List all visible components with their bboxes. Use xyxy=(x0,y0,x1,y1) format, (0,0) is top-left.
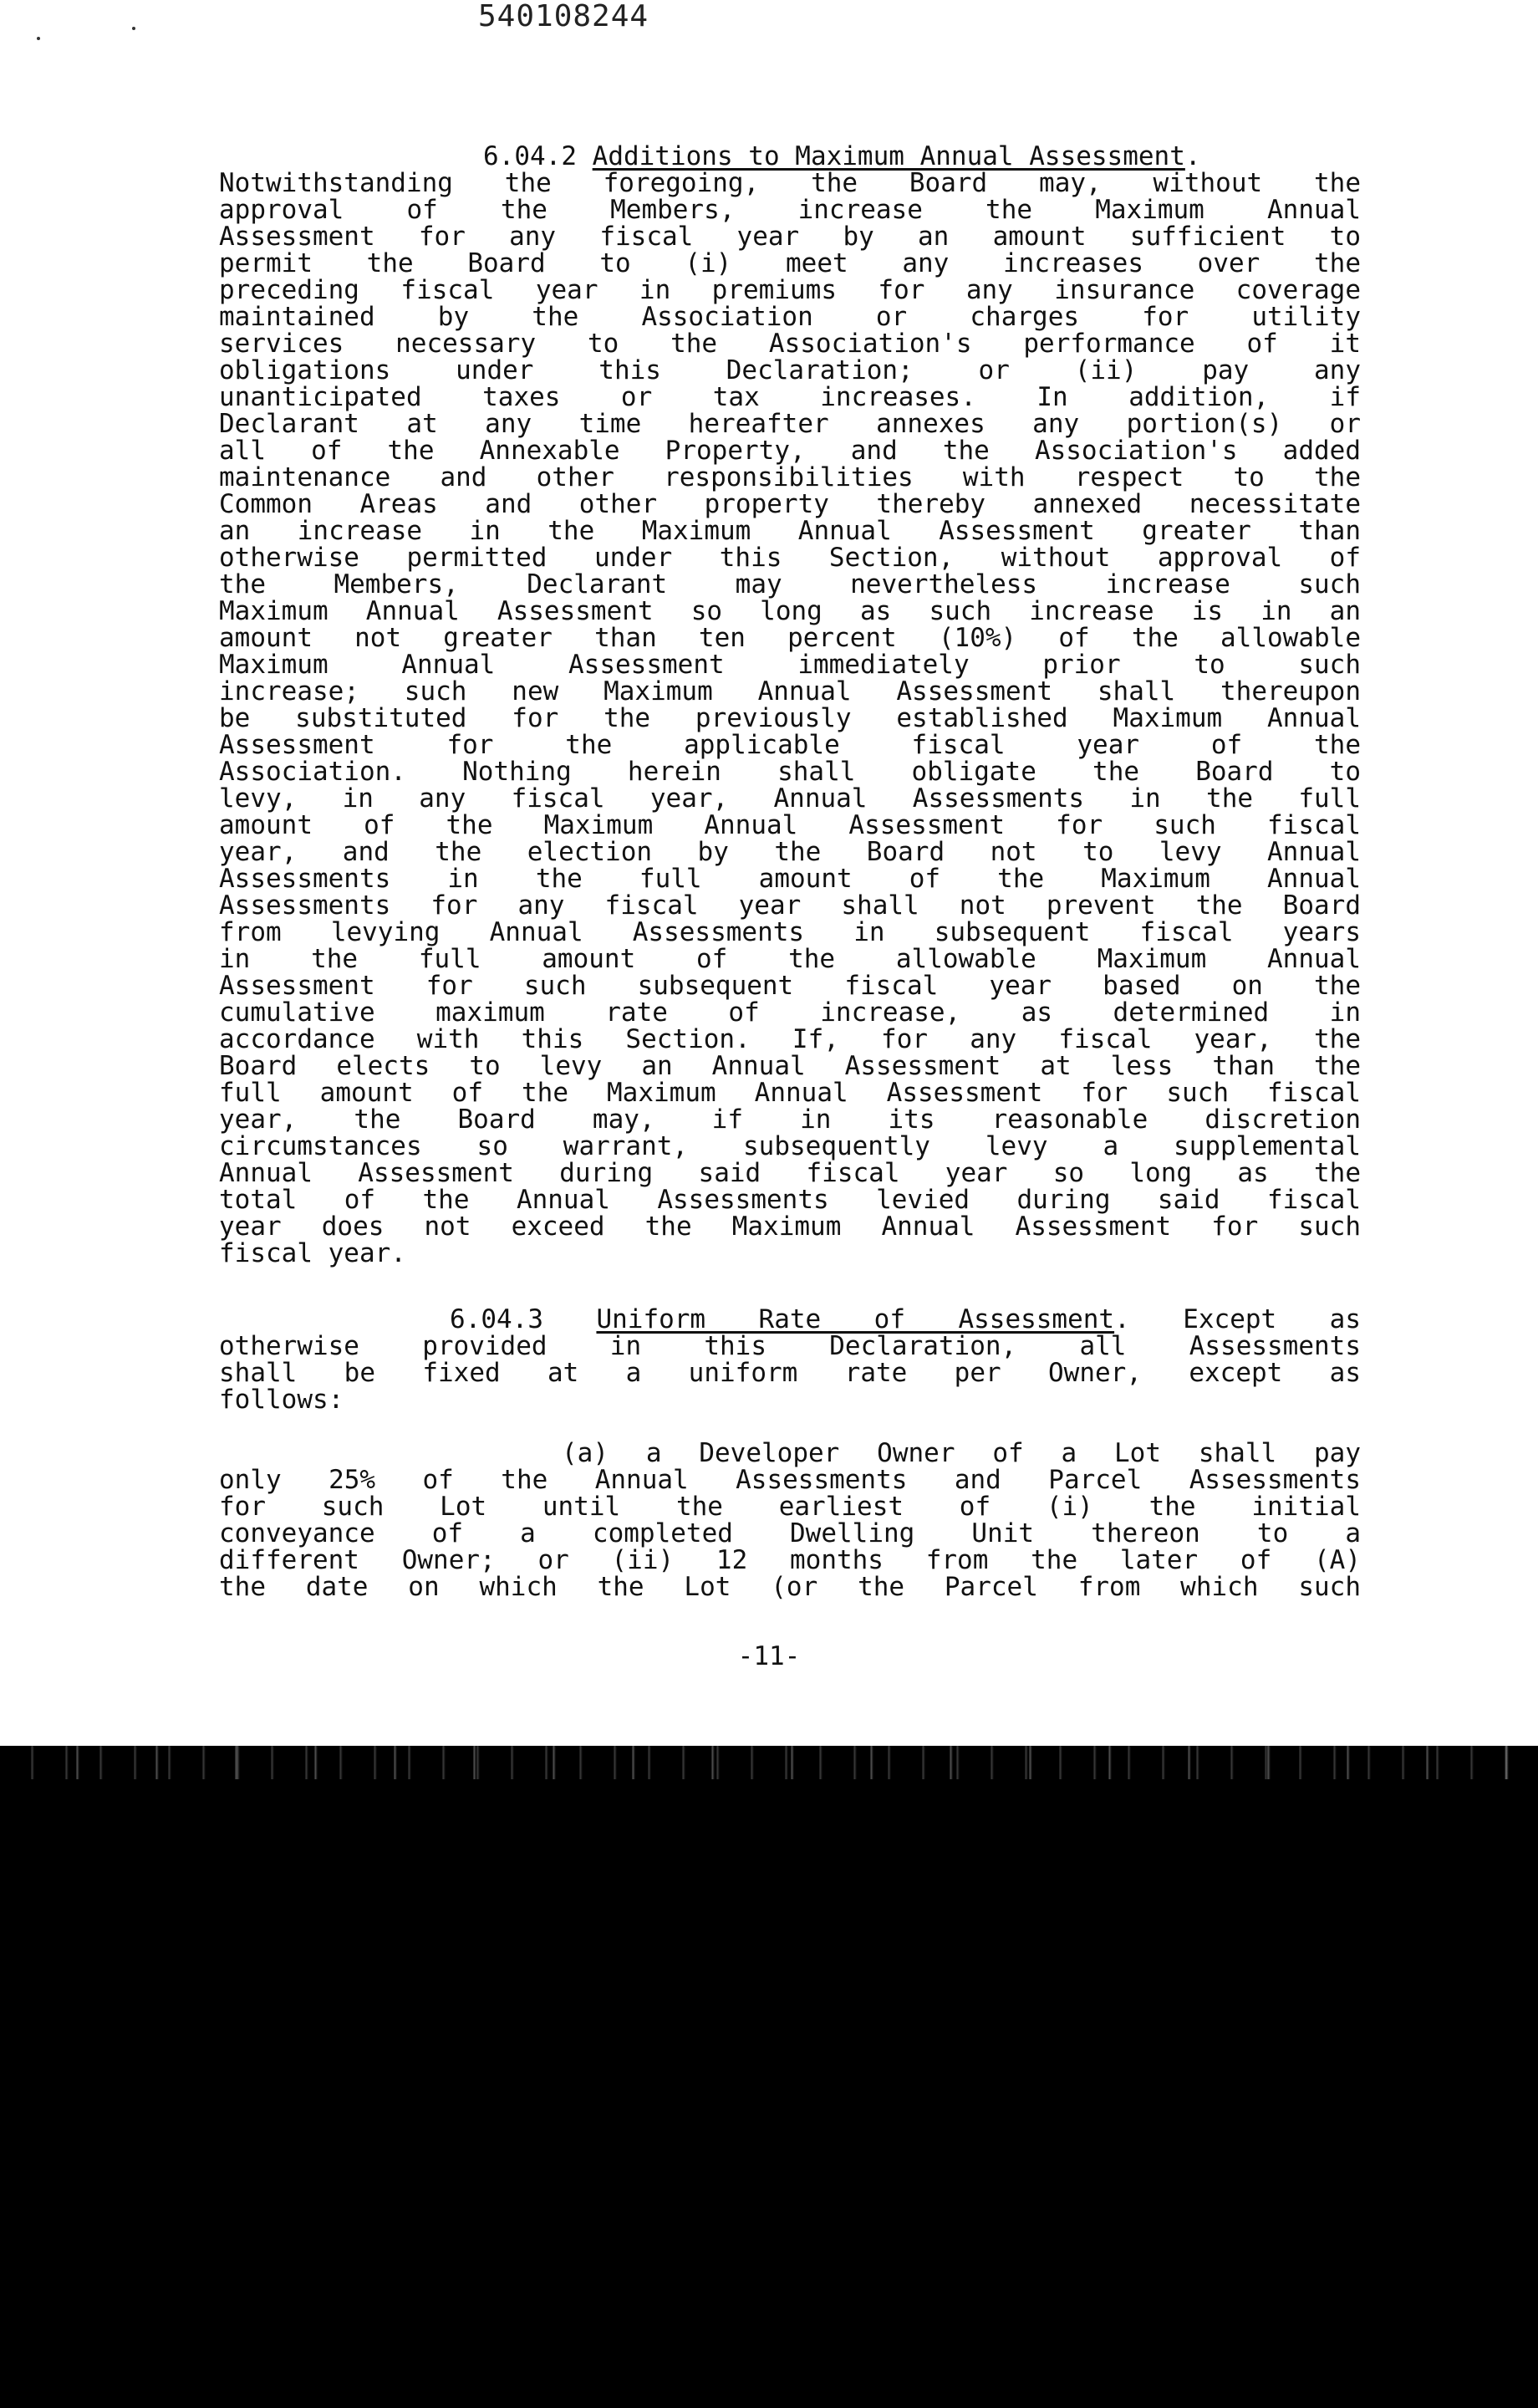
section-heading: Uniform Rate of Assessment xyxy=(596,1305,1115,1334)
text-line: Association. Nothing herein shall obligate the Board to xyxy=(219,758,1361,786)
text-line: permit the Board to (i) meet any increases over the xyxy=(219,249,1361,278)
text-line: Annual Assessment during said fiscal year so long as the xyxy=(219,1159,1361,1187)
text-line: Board elects to levy an Annual Assessment at less than the xyxy=(219,1052,1361,1080)
text-line: an increase in the Maximum Annual Assessment greater than xyxy=(219,517,1361,545)
heading-period: . xyxy=(1184,142,1201,171)
text-line: Assessments for any fiscal year shall not prevent the Board xyxy=(219,891,1361,920)
text-line: shall be fixed at a uniform rate per Owner, except as xyxy=(219,1359,1361,1387)
text-line: only 25% of the Annual Assessments and Parcel Assessments xyxy=(219,1466,1361,1494)
text-line: from levying Annual Assessments in subsequent fiscal years xyxy=(219,918,1361,946)
text-line: Declarant at any time hereafter annexes any portion(s) or xyxy=(219,410,1361,438)
text-line: levy, in any fiscal year, Annual Assessments in the full xyxy=(219,784,1361,813)
text-line: year, the Board may, if in its reasonable discretion xyxy=(219,1105,1361,1134)
text-line: Maximum Annual Assessment immediately prior to such xyxy=(219,650,1361,679)
text-line: unanticipated taxes or tax increases. In addition, if xyxy=(219,383,1361,411)
text-line: Assessments in the full amount of the Maximum Annual xyxy=(219,865,1361,893)
text-line: circumstances so warrant, subsequently levy a supplemental xyxy=(219,1132,1361,1161)
text-line: the date on which the Lot (or the Parcel from which such xyxy=(219,1573,1361,1601)
text-line: maintenance and other responsibilities with respect to the xyxy=(219,463,1361,492)
text-line: preceding fiscal year in premiums for any insurance coverage xyxy=(219,276,1361,304)
text-line: for such Lot until the earliest of (i) the initial xyxy=(219,1492,1361,1521)
text-line: Assessment for such subsequent fiscal year based on the xyxy=(219,972,1361,1000)
text-line: in the full amount of the allowable Maximum Annual xyxy=(219,945,1361,973)
text-line: amount of the Maximum Annual Assessment for such fiscal xyxy=(219,811,1361,839)
text-line: maintained by the Association or charges for utility xyxy=(219,303,1361,331)
text-line: Maximum Annual Assessment so long as such increase is in an xyxy=(219,597,1361,625)
text-line: increase; such new Maximum Annual Assessment shall thereupon xyxy=(219,677,1361,706)
text-line: accordance with this Section. If, for any fiscal year, the xyxy=(219,1025,1361,1054)
text-line: amount not greater than ten percent (10%) of the allowable xyxy=(219,624,1361,652)
text-line: follows: xyxy=(219,1385,344,1414)
scan-noise-strip xyxy=(0,1746,1538,1779)
scan-black-border xyxy=(0,1746,1538,2408)
section-6-04-2-heading-line xyxy=(483,142,1361,171)
text-line: Assessment for the applicable fiscal year of the xyxy=(219,731,1361,759)
text-line: cumulative maximum rate of increase, as determined in xyxy=(219,998,1361,1027)
section-6-04-3-heading-line xyxy=(450,1305,1361,1334)
document-id: 540108244 xyxy=(478,0,649,33)
text-line: different Owner; or (ii) 12 months from the later of (A) xyxy=(219,1546,1361,1574)
text-line: be substituted for the previously established Maximum Annual xyxy=(219,704,1361,732)
text-line: the Members, Declarant may nevertheless increase such xyxy=(219,570,1361,599)
text-line: services necessary to the Association's performance of it xyxy=(219,329,1361,358)
heading-continuation: . Except as xyxy=(1114,1305,1361,1334)
text-line: fiscal year. xyxy=(219,1239,406,1268)
clause-a-first-line: (a) a Developer Owner of a Lot shall pay xyxy=(562,1439,1361,1467)
text-line: approval of the Members, increase the Maximum Annual xyxy=(219,196,1361,224)
text-line: Common Areas and other property thereby annexed necessitate xyxy=(219,490,1361,518)
scan-speck xyxy=(37,37,40,40)
section-heading: Additions to Maximum Annual Assessment xyxy=(592,142,1185,171)
scan-speck xyxy=(132,27,135,30)
page-number: -11- xyxy=(737,1641,801,1671)
text-line: full amount of the Maximum Annual Assessment for such fiscal xyxy=(219,1079,1361,1107)
text-line: year, and the election by the Board not to levy Annual xyxy=(219,838,1361,866)
text-line: conveyance of a completed Dwelling Unit thereon to a xyxy=(219,1519,1361,1548)
section-number: 6.04.2 xyxy=(483,142,577,171)
text-line: Assessment for any fiscal year by an amount sufficient to xyxy=(219,222,1361,251)
text-line: year does not exceed the Maximum Annual Assessment for such xyxy=(219,1212,1361,1241)
text-line: all of the Annexable Property, and the Association's added xyxy=(219,436,1361,465)
text-line: Notwithstanding the foregoing, the Board may, without the xyxy=(219,169,1361,197)
text-line: otherwise provided in this Declaration, all Assessments xyxy=(219,1332,1361,1360)
text-line: otherwise permitted under this Section, without approval of xyxy=(219,543,1361,572)
text-line: total of the Annual Assessments levied during said fiscal xyxy=(219,1186,1361,1214)
section-number: 6.04.3 xyxy=(450,1305,543,1334)
text-line: obligations under this Declaration; or (ii) pay any xyxy=(219,356,1361,385)
